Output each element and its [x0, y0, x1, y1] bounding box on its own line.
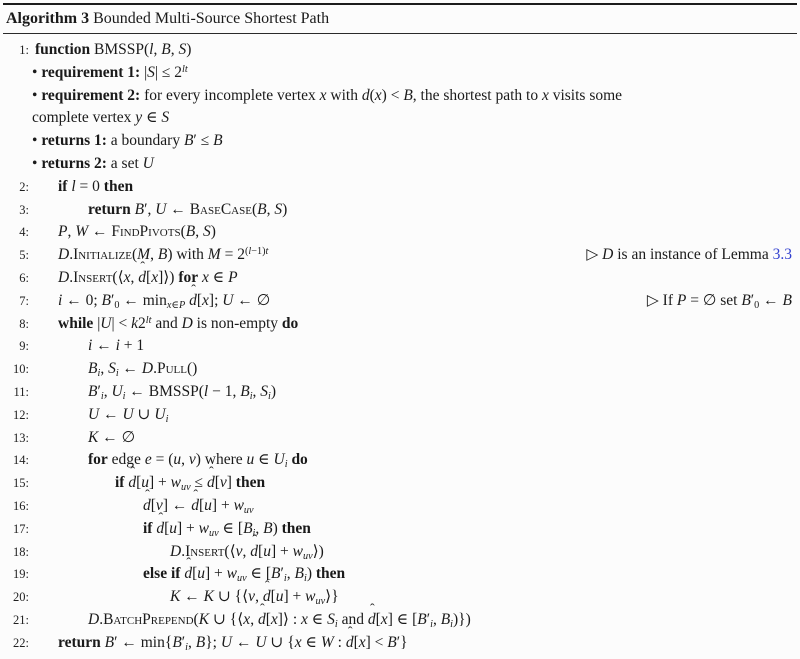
code-line-13 — [0, 427, 800, 450]
code-text: $B_i$, $S_i$ ← D.Pull() — [88, 360, 198, 380]
code-text: else if d ˆ[u] + $w_{uv}$ ∈ [$B'_i$, $B_i$) then — [143, 563, 800, 586]
code-text: D.Insert(⟨v, d ˆ[u] + $w_{uv}⟩$) — [170, 541, 800, 564]
line-number: 8: — [19, 316, 29, 331]
code-line-19 — [0, 563, 800, 586]
inline-comment: ▷ If P = ∅ set $B'_0$ ← B — [646, 291, 792, 311]
line-number: 17: — [13, 521, 29, 536]
line-number: 14: — [13, 453, 29, 468]
code-text: return B′, U ← BaseCase(B, S) — [88, 200, 288, 218]
code-line-9 — [0, 335, 800, 358]
algorithm-caption — [0, 5, 800, 33]
code-text: if d ˆ[u] + $w_{uv} \le d$ ˆ[v] then — [115, 472, 800, 495]
line-number: 10: — [13, 362, 29, 377]
returns-1-bullet — [0, 130, 800, 153]
code-line-6 — [0, 267, 800, 290]
returns-2-bullet — [0, 153, 800, 176]
line-number: 6: — [19, 270, 29, 285]
code-text: K ← ∅ — [88, 428, 136, 446]
code-text: P, W ← FindPivots(B, S) — [58, 223, 216, 241]
inline-comment: ▷ D is an instance of Lemma 3.3 — [586, 246, 792, 264]
bullet-text: • returns 1: a boundary B′ ≤ B — [32, 132, 223, 150]
line-number: 16: — [13, 498, 29, 513]
line-number: 1: — [19, 43, 29, 57]
code-text: if l = 0 then — [58, 177, 134, 195]
line-number: 5: — [19, 248, 29, 263]
code-line-10 — [0, 358, 800, 381]
code-line-8 — [0, 313, 800, 336]
code-line-21 — [0, 609, 800, 632]
code-text: while $|U| < k2^{lt}$ and D is non-empty do — [58, 314, 299, 332]
code-line-22 — [0, 632, 800, 655]
code-line-18 — [0, 541, 800, 564]
code-line-2 — [0, 176, 800, 199]
code-line-11 — [0, 381, 800, 404]
code-line-20 — [0, 586, 800, 609]
code-text: D.Initialize(M, B) with $M = 2^{(l-1)t}$ — [58, 246, 269, 264]
line-number: 7: — [19, 293, 29, 308]
line-number: 2: — [19, 179, 29, 194]
algorithm-label: Algorithm 3 — [6, 10, 90, 27]
code-text: D.Insert(⟨x, d ˆ[x]⟩) for x ∈ P — [58, 267, 800, 290]
code-line-4 — [0, 221, 800, 244]
code-line-12 — [0, 404, 800, 427]
bullet-text: • returns 2: a set U — [32, 154, 154, 172]
algorithm-body — [0, 34, 800, 655]
bullet-text: • requirement 2: for every incomplete vertex x with d(x) < B, the shortest path to x visits some complete vertex y ∈ S — [32, 86, 623, 127]
code-line-15 — [0, 472, 800, 495]
code-line-17 — [0, 518, 800, 541]
algorithm-title: Bounded Multi-Source Shortest Path — [93, 10, 330, 27]
code-text: i ← 0; $B'_0$ ← $\min_{x\in P} d$ ˆ[x]; U ← ∅ — [58, 290, 800, 313]
code-text: U ← U ∪ $U_i$ — [88, 405, 169, 425]
line-number: 13: — [13, 430, 29, 445]
code-text: d ˆ[v] ← d ˆ[u] + $w_{uv}$ — [143, 495, 800, 518]
code-line-5 — [0, 244, 800, 267]
code-text: return B′ ← $\min\{B'_i$, B}; U ← U ∪ {x ∈ W : d ˆ[x] < B′} — [58, 632, 800, 655]
requirement-1-bullet — [0, 62, 800, 85]
code-text: for edge e = (u, v) where u ∈ $U_i$ do — [88, 451, 308, 471]
bullet-text: • requirement 1: $|S| \le 2^{lt}$ — [32, 63, 188, 81]
code-line-3 — [0, 199, 800, 222]
line-number: 19: — [13, 567, 29, 582]
code-line-16 — [0, 495, 800, 518]
line-number: 12: — [13, 407, 29, 422]
code-text: function BMSSP(l, B, S) — [35, 41, 192, 58]
line-number: 21: — [13, 612, 29, 627]
lemma-3-3-link[interactable]: 3.3 — [772, 246, 792, 264]
line-number: 4: — [19, 225, 29, 240]
code-text: D.BatchPrepend(K ∪ {⟨x, d ˆ[x]⟩ : x ∈ $S_i$ and d ˆ[x] ∈ [$B'_i$, $B_i$)}) — [88, 609, 800, 632]
line-number: 18: — [13, 544, 29, 559]
line-number: 3: — [19, 202, 29, 217]
code-line-7 — [0, 290, 800, 313]
line-number: 20: — [13, 590, 29, 605]
code-line-1 — [0, 39, 800, 62]
line-number: 11: — [13, 384, 29, 399]
code-line-14 — [0, 449, 800, 472]
code-text: i ← i + 1 — [88, 337, 145, 355]
line-number: 15: — [13, 476, 29, 491]
line-number: 9: — [19, 339, 29, 354]
requirement-2-bullet — [0, 85, 800, 131]
code-text: K ← K ∪ {⟨v, d ˆ[u] + $w_{uv}⟩$} — [170, 586, 800, 609]
code-text: $B'_i$, $U_i$ ← BMSSP(l − 1, $B_i$, $S_i$) — [88, 382, 277, 402]
line-number: 22: — [13, 635, 29, 650]
code-text: if d ˆ[u] + $w_{uv}$ ∈ [$B_i$, B) then — [143, 518, 800, 541]
